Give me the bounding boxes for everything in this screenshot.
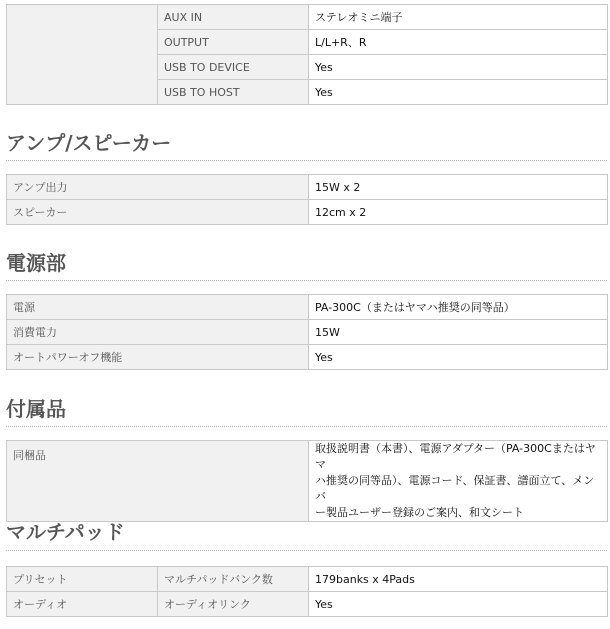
spec-label: プリセット [7, 567, 158, 592]
spec-label: オーディオ [7, 592, 158, 617]
section-divider [6, 160, 607, 161]
spec-label: アンプ出力 [7, 175, 309, 200]
amp-spec-table [6, 174, 608, 225]
table-row [7, 175, 608, 200]
spec-sub-label: AUX IN [158, 5, 309, 30]
accessories-spec-table [6, 440, 608, 522]
spec-value: L/L+R、R [309, 30, 608, 55]
section-title-multipad: マルチパッド [6, 520, 125, 544]
spec-label: 電源 [7, 295, 309, 320]
spec-value: Yes [309, 55, 608, 80]
spec-value: Yes [309, 345, 608, 370]
spec-label: 消費電力 [7, 320, 309, 345]
spec-value: PA-300C（またはヤマハ推奨の同等品） [309, 295, 608, 320]
section-divider [6, 426, 607, 427]
section-title-amp: アンプ/スピーカー [6, 131, 172, 155]
spec-sub-label: USB TO DEVICE [158, 55, 309, 80]
spec-sub-label: USB TO HOST [158, 80, 309, 105]
spec-sub-label: オーディオリンク [158, 592, 309, 617]
io-spec-table [6, 4, 608, 105]
table-row [7, 345, 608, 370]
section-divider [6, 550, 607, 551]
table-row [7, 200, 608, 225]
spec-value-line: ー製品ユーザー登録のご案内、和文シート [315, 506, 524, 519]
spec-label: 同梱品 [7, 441, 309, 522]
spec-value-multiline [309, 441, 608, 522]
spec-label: オートパワーオフ機能 [7, 345, 309, 370]
multipad-spec-table [6, 566, 608, 617]
table-row [7, 320, 608, 345]
spec-sub-label: OUTPUT [158, 30, 309, 55]
section-divider [6, 280, 607, 281]
table-row [7, 5, 608, 30]
spec-value-line: ハ推奨の同等品）、電源コード、保証書、譜面立て、メンバ [315, 474, 595, 503]
power-spec-table [6, 294, 608, 370]
spec-sub-label: マルチパッドバンク数 [158, 567, 309, 592]
spec-value: 12cm x 2 [309, 200, 608, 225]
spec-value: Yes [309, 80, 608, 105]
table-row [7, 295, 608, 320]
table-row [7, 441, 608, 522]
spec-value: 15W x 2 [309, 175, 608, 200]
spec-value: 15W [309, 320, 608, 345]
io-group-label [7, 5, 158, 105]
spec-value: ステレオミニ端子 [309, 5, 608, 30]
spec-value-line: 取扱説明書（本書）、電源アダプター（PA-300Cまたはヤマ [315, 442, 596, 471]
spec-value: Yes [309, 592, 608, 617]
section-title-accessories: 付属品 [6, 397, 66, 421]
spec-label: スピーカー [7, 200, 309, 225]
table-row [7, 567, 608, 592]
section-title-power: 電源部 [6, 251, 66, 275]
table-row [7, 592, 608, 617]
spec-value: 179banks x 4Pads [309, 567, 608, 592]
